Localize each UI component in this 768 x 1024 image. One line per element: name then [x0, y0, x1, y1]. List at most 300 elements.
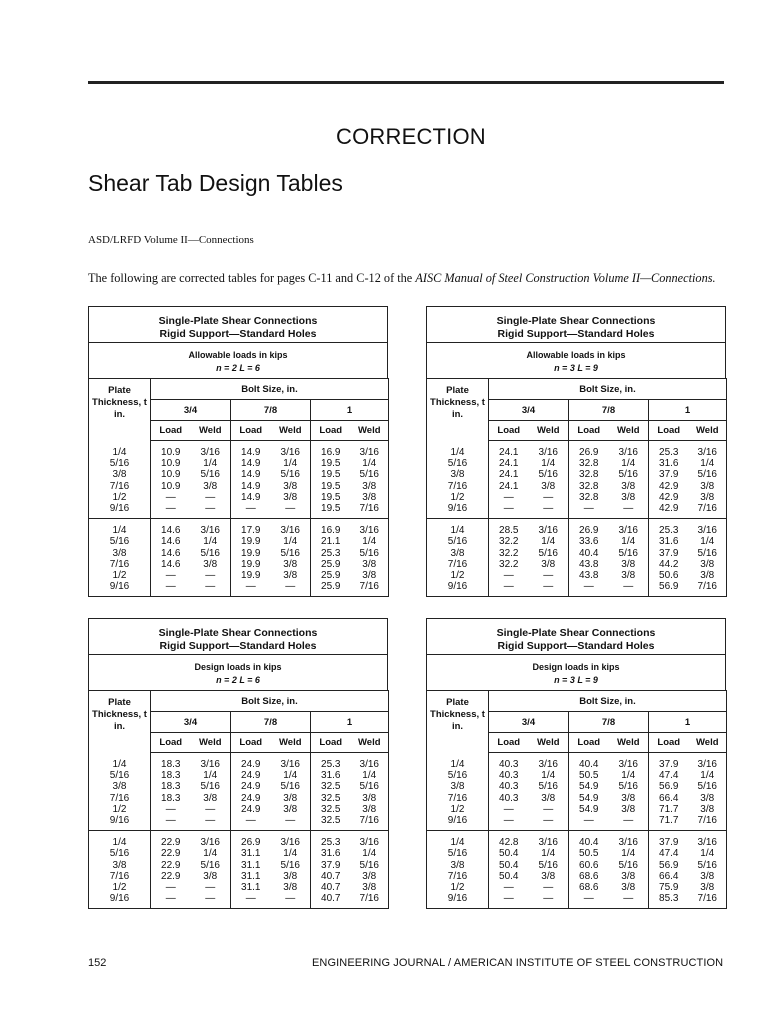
table-row — [427, 893, 727, 909]
table-row — [89, 559, 389, 570]
table-title — [88, 306, 388, 342]
bolt-size-row — [427, 691, 727, 712]
weld-cell: 5/16 — [359, 859, 379, 871]
load-cell: 47.4 — [659, 848, 679, 860]
thickness-cell: 7/16 — [427, 559, 489, 570]
thickness-cell: 1/2 — [89, 882, 151, 893]
load-cell: 25.3 — [321, 759, 341, 771]
weld-cell: 3/8 — [362, 792, 377, 804]
load-cell: 26.9 — [579, 447, 599, 459]
load-cell: 32.5 — [311, 815, 351, 831]
load-cell: 40.3 — [499, 770, 519, 782]
weld-cell: — — [191, 492, 231, 503]
page-number: 152 — [88, 957, 107, 969]
load-cell: — — [569, 581, 609, 597]
plate-thickness-header — [427, 379, 489, 441]
bolt-size-cell: 3/4 — [151, 712, 231, 733]
weld-cell: 5/16 — [529, 469, 569, 480]
table-row — [89, 770, 389, 781]
weld-cell: 7/16 — [689, 893, 727, 909]
weld-cell: 3/8 — [700, 491, 715, 503]
load-cell: — — [231, 893, 271, 909]
table-n-l: n = 2 L = 6 — [216, 675, 260, 685]
thickness-cell: 5/16 — [89, 770, 151, 781]
thickness-cell: 5/16 — [89, 848, 151, 859]
table-row — [89, 492, 389, 503]
thickness-cell: 1/2 — [427, 492, 489, 503]
weld-cell: 3/16 — [529, 831, 569, 849]
weld-cell: 1/4 — [362, 536, 377, 548]
load-cell: 14.9 — [241, 480, 261, 492]
bolt-size-cell: 7/8 — [569, 400, 649, 421]
weld-cell: 7/16 — [689, 581, 727, 597]
table-caption-text: Allowable loads in kips — [188, 350, 288, 360]
table-row — [89, 441, 389, 459]
thickness-cell: 1/2 — [89, 570, 151, 581]
weld-cell: 3/8 — [609, 481, 649, 492]
table-row — [427, 882, 727, 893]
weld-cell: 3/8 — [362, 803, 377, 815]
load-cell: 43.8 — [579, 558, 599, 570]
weld-cell: 5/16 — [697, 859, 717, 871]
load-cell: — — [569, 503, 609, 519]
thickness-cell: 7/16 — [427, 481, 489, 492]
table-row — [89, 781, 389, 792]
weld-cell: 3/16 — [271, 831, 311, 849]
thickness-cell: 7/16 — [89, 793, 151, 804]
weld-header: Weld — [529, 421, 569, 441]
weld-cell: — — [529, 581, 569, 597]
plate-header-line: Plate — [108, 697, 131, 708]
load-cell: 24.9 — [241, 803, 261, 815]
weld-cell: 3/16 — [191, 519, 231, 537]
load-cell: 42.9 — [659, 480, 679, 492]
table-row — [427, 519, 727, 537]
load-cell: — — [165, 491, 176, 503]
load-cell: 32.2 — [499, 558, 519, 570]
table-row — [427, 441, 727, 459]
weld-cell: — — [191, 893, 231, 909]
weld-cell: 3/8 — [700, 569, 715, 581]
thickness-cell: 5/16 — [427, 536, 489, 547]
table-title-line: Rigid Support—Standard Holes — [159, 640, 317, 652]
table-row — [89, 831, 389, 849]
load-cell: 40.3 — [499, 792, 519, 804]
load-header: Load — [569, 733, 609, 753]
load-header: Load — [649, 733, 689, 753]
load-cell: 50.5 — [579, 848, 599, 860]
weld-cell: 1/4 — [609, 458, 649, 469]
load-cell: 68.6 — [579, 881, 599, 893]
load-cell: — — [165, 803, 176, 815]
load-cell: 40.4 — [579, 547, 599, 559]
weld-cell: 3/16 — [359, 759, 379, 771]
weld-cell: 3/16 — [359, 447, 379, 459]
table-row — [89, 753, 389, 771]
weld-cell: 5/16 — [191, 548, 231, 559]
load-cell: 14.9 — [241, 447, 261, 459]
weld-cell: 1/4 — [609, 536, 649, 547]
weld-cell: 3/8 — [362, 558, 377, 570]
load-cell: — — [165, 881, 176, 893]
correction-heading: CORRECTION — [336, 124, 486, 149]
weld-cell: 3/8 — [191, 481, 231, 492]
weld-cell: 1/4 — [271, 770, 311, 781]
thickness-cell: 9/16 — [89, 581, 151, 597]
weld-cell: — — [529, 503, 569, 519]
weld-cell: — — [271, 815, 311, 831]
weld-header: Weld — [351, 733, 389, 753]
load-cell: 24.9 — [241, 770, 261, 782]
weld-cell: 3/8 — [271, 804, 311, 815]
table-title-line: Rigid Support—Standard Holes — [159, 328, 317, 340]
weld-cell: 1/4 — [271, 458, 311, 469]
thickness-cell: 3/8 — [427, 860, 489, 871]
load-cell: — — [489, 581, 529, 597]
load-cell: 10.9 — [161, 458, 181, 470]
load-cell: 31.1 — [241, 881, 261, 893]
load-cell: 18.3 — [161, 792, 181, 804]
table-row — [427, 469, 727, 480]
load-cell: 19.9 — [241, 547, 261, 559]
load-cell: 18.3 — [161, 759, 181, 771]
load-cell: 32.5 — [321, 792, 341, 804]
load-cell: 40.7 — [321, 870, 341, 882]
table-row — [427, 753, 727, 771]
load-header: Load — [569, 421, 609, 441]
intro-paragraph — [88, 271, 716, 286]
weld-cell: 3/8 — [700, 870, 715, 882]
load-cell: 25.3 — [321, 837, 341, 849]
weld-cell: 3/8 — [529, 871, 569, 882]
weld-cell: 3/16 — [271, 519, 311, 537]
weld-header: Weld — [609, 733, 649, 753]
thickness-cell: 7/16 — [89, 871, 151, 882]
load-cell: — — [231, 503, 271, 519]
load-cell: — — [231, 581, 271, 597]
weld-cell: — — [191, 815, 231, 831]
load-cell: 24.9 — [241, 792, 261, 804]
load-cell: 25.3 — [659, 447, 679, 459]
weld-cell: 5/16 — [271, 781, 311, 792]
weld-cell: 3/8 — [609, 570, 649, 581]
load-cell: 56.9 — [659, 859, 679, 871]
weld-cell: 7/16 — [689, 503, 727, 519]
weld-cell: 3/16 — [529, 441, 569, 459]
weld-cell: 3/16 — [697, 447, 717, 459]
load-cell: 47.4 — [659, 770, 679, 782]
load-cell: 14.6 — [161, 525, 181, 537]
load-header: Load — [311, 421, 351, 441]
weld-cell: 1/4 — [529, 458, 569, 469]
table-caption-text: Design loads in kips — [532, 662, 620, 672]
weld-cell: 1/4 — [271, 536, 311, 547]
load-cell: 26.9 — [241, 837, 261, 849]
thickness-cell: 5/16 — [89, 458, 151, 469]
load-cell: — — [489, 815, 529, 831]
weld-cell: 3/8 — [609, 804, 649, 815]
load-cell: — — [503, 881, 514, 893]
weld-cell: — — [271, 503, 311, 519]
load-cell: 25.9 — [321, 569, 341, 581]
load-cell: 28.5 — [499, 525, 519, 537]
weld-cell: — — [609, 815, 649, 831]
weld-cell: 3/8 — [191, 793, 231, 804]
journal-footer: ENGINEERING JOURNAL / AMERICAN INSTITUTE OF STEEL CONSTRUCTION — [312, 957, 724, 969]
load-cell: 42.9 — [649, 503, 689, 519]
bolt-size-cell: 3/4 — [489, 400, 569, 421]
thickness-cell: 9/16 — [427, 893, 489, 909]
weld-cell: 3/8 — [191, 871, 231, 882]
weld-header: Weld — [351, 421, 389, 441]
table-n-l: n = 3 L = 9 — [554, 363, 598, 373]
load-cell: — — [503, 803, 514, 815]
weld-cell: 3/16 — [271, 753, 311, 771]
load-cell: 43.8 — [579, 569, 599, 581]
weld-cell: 5/16 — [697, 469, 717, 481]
table-row — [89, 458, 389, 469]
load-cell: 40.7 — [311, 893, 351, 909]
load-cell: 14.9 — [241, 469, 261, 481]
load-cell: 75.9 — [659, 881, 679, 893]
load-cell: 40.4 — [579, 759, 599, 771]
weld-cell: 3/8 — [700, 881, 715, 893]
load-cell: 56.9 — [649, 581, 689, 597]
table-row — [427, 481, 727, 492]
weld-cell: 3/8 — [271, 793, 311, 804]
load-cell: 24.1 — [499, 458, 519, 470]
weld-cell: — — [271, 581, 311, 597]
load-cell: 14.9 — [241, 491, 261, 503]
load-header: Load — [649, 421, 689, 441]
bolt-size-cell: 1 — [649, 400, 727, 421]
weld-cell: 3/8 — [271, 570, 311, 581]
weld-cell: 1/4 — [191, 458, 231, 469]
table-row — [427, 831, 727, 849]
weld-cell: — — [191, 804, 231, 815]
thickness-cell: 9/16 — [89, 503, 151, 519]
weld-cell: — — [529, 492, 569, 503]
table-row — [89, 469, 389, 480]
load-header: Load — [231, 733, 271, 753]
weld-cell: 1/4 — [529, 848, 569, 859]
table-row — [89, 536, 389, 547]
load-cell: 24.1 — [499, 447, 519, 459]
table-n-l: n = 2 L = 6 — [216, 363, 260, 373]
weld-cell: 3/16 — [697, 837, 717, 849]
weld-cell: 1/4 — [362, 770, 377, 782]
bolt-size-cell: 3/4 — [489, 712, 569, 733]
table-caption-text: Allowable loads in kips — [526, 350, 626, 360]
thickness-cell: 1/4 — [427, 519, 489, 537]
load-cell: 19.5 — [321, 491, 341, 503]
weld-cell: 3/8 — [191, 559, 231, 570]
plate-thickness-header — [427, 691, 489, 753]
weld-cell: — — [609, 581, 649, 597]
load-cell: 26.9 — [579, 525, 599, 537]
load-cell: 37.9 — [321, 859, 341, 871]
table-row — [427, 503, 727, 519]
weld-cell: 5/16 — [271, 860, 311, 871]
bolt-size-cell: 3/4 — [151, 400, 231, 421]
weld-header: Weld — [191, 421, 231, 441]
load-cell: 19.5 — [321, 469, 341, 481]
thickness-cell: 5/16 — [427, 458, 489, 469]
weld-cell: 3/16 — [609, 831, 649, 849]
thickness-cell: 3/8 — [427, 781, 489, 792]
weld-cell: 3/8 — [609, 871, 649, 882]
weld-cell: 5/16 — [609, 860, 649, 871]
table-title-line: Single-Plate Shear Connections — [158, 627, 318, 639]
plate-header-line: Plate — [446, 697, 469, 708]
load-cell: 22.9 — [161, 870, 181, 882]
load-table — [426, 690, 727, 909]
weld-cell: 7/16 — [351, 503, 389, 519]
weld-header: Weld — [689, 421, 727, 441]
plate-header-line: Plate — [446, 385, 469, 396]
load-cell: 60.6 — [579, 859, 599, 871]
load-cell: — — [569, 893, 609, 909]
load-cell: 19.5 — [311, 503, 351, 519]
weld-cell: 1/4 — [529, 770, 569, 781]
load-cell: 10.9 — [161, 447, 181, 459]
weld-cell: 5/16 — [191, 469, 231, 480]
table-caption-text: Design loads in kips — [194, 662, 282, 672]
weld-cell: 7/16 — [351, 815, 389, 831]
load-cell: 37.9 — [659, 469, 679, 481]
bolt-size-header: Bolt Size, in. — [489, 691, 727, 712]
load-cell: 14.6 — [161, 558, 181, 570]
load-cell: — — [503, 569, 514, 581]
load-cell: 31.6 — [659, 536, 679, 548]
weld-cell: 3/16 — [191, 753, 231, 771]
table-row — [89, 570, 389, 581]
load-cell: 66.4 — [659, 792, 679, 804]
thickness-cell: 1/4 — [89, 831, 151, 849]
weld-cell: 3/16 — [359, 525, 379, 537]
load-cell: 25.9 — [321, 558, 341, 570]
weld-cell: — — [191, 570, 231, 581]
load-cell: 24.1 — [499, 469, 519, 481]
weld-cell: 3/8 — [362, 569, 377, 581]
weld-cell: 5/16 — [529, 781, 569, 792]
load-cell: 32.5 — [321, 781, 341, 793]
load-cell: 14.6 — [161, 536, 181, 548]
load-cell: 56.9 — [659, 781, 679, 793]
thickness-cell: 1/2 — [427, 882, 489, 893]
bolt-size-cell: 1 — [649, 712, 727, 733]
weld-cell: — — [529, 815, 569, 831]
table-row — [427, 804, 727, 815]
weld-cell: — — [609, 893, 649, 909]
table-row — [427, 871, 727, 882]
load-cell: 32.2 — [499, 536, 519, 548]
thickness-cell: 1/2 — [89, 492, 151, 503]
weld-cell: 3/8 — [362, 870, 377, 882]
load-cell: 44.2 — [659, 558, 679, 570]
weld-cell: 1/4 — [362, 458, 377, 470]
load-cell: 25.3 — [659, 525, 679, 537]
load-cell: 50.5 — [579, 770, 599, 782]
load-cell: 31.1 — [241, 848, 261, 860]
load-cell: 32.8 — [579, 458, 599, 470]
table-title-line: Single-Plate Shear Connections — [496, 315, 656, 327]
weld-cell: 1/4 — [700, 536, 715, 548]
thickness-cell: 7/16 — [427, 793, 489, 804]
weld-cell: — — [609, 503, 649, 519]
thickness-cell: 1/2 — [427, 804, 489, 815]
weld-cell: 1/4 — [191, 770, 231, 781]
plate-header-line: Thickness, t — [92, 397, 147, 408]
weld-cell: — — [529, 804, 569, 815]
weld-cell: 7/16 — [689, 815, 727, 831]
plate-thickness-header — [89, 379, 151, 441]
load-header: Load — [489, 733, 529, 753]
bolt-size-row — [89, 379, 389, 400]
weld-cell: 5/16 — [529, 860, 569, 871]
page-title: Shear Tab Design Tables — [88, 170, 343, 196]
plate-header-line: Plate — [108, 385, 131, 396]
weld-cell: 7/16 — [351, 581, 389, 597]
thickness-cell: 9/16 — [427, 815, 489, 831]
load-cell: 31.6 — [659, 458, 679, 470]
load-cell: 31.1 — [241, 870, 261, 882]
bolt-size-cell: 7/8 — [569, 712, 649, 733]
thickness-cell: 7/16 — [427, 871, 489, 882]
thickness-cell: 3/8 — [89, 781, 151, 792]
weld-cell: 3/16 — [529, 753, 569, 771]
weld-cell: 3/16 — [359, 837, 379, 849]
table-row — [427, 492, 727, 503]
weld-cell: — — [191, 581, 231, 597]
load-cell: 68.6 — [579, 870, 599, 882]
load-cell: 40.4 — [579, 837, 599, 849]
load-cell: 18.3 — [161, 781, 181, 793]
weld-cell: 3/8 — [362, 480, 377, 492]
weld-cell: 5/16 — [529, 548, 569, 559]
thickness-cell: 1/4 — [427, 753, 489, 771]
table-row — [427, 570, 727, 581]
table-row — [89, 848, 389, 859]
load-cell: 10.9 — [161, 480, 181, 492]
weld-cell: 3/16 — [529, 519, 569, 537]
weld-cell: 3/8 — [529, 481, 569, 492]
bolt-size-header: Bolt Size, in. — [151, 691, 389, 712]
weld-cell: 3/8 — [700, 558, 715, 570]
weld-cell: 3/16 — [191, 831, 231, 849]
table-n-l: n = 3 L = 9 — [554, 675, 598, 685]
intro-text: The following are corrected tables for pages C-11 and C-12 of the — [88, 271, 416, 285]
table-row — [89, 893, 389, 909]
load-table — [88, 690, 389, 909]
weld-cell: 5/16 — [609, 781, 649, 792]
load-cell: 25.3 — [321, 547, 341, 559]
weld-cell: — — [191, 882, 231, 893]
table-row — [89, 882, 389, 893]
thickness-cell: 9/16 — [427, 581, 489, 597]
load-cell: — — [151, 503, 191, 519]
weld-cell: 5/16 — [359, 781, 379, 793]
load-header: Load — [489, 421, 529, 441]
table-row — [427, 848, 727, 859]
weld-cell: 5/16 — [359, 547, 379, 559]
table-row — [89, 815, 389, 831]
load-cell: 33.6 — [579, 536, 599, 548]
table-title — [88, 618, 388, 654]
load-cell: 24.1 — [499, 480, 519, 492]
thickness-cell: 1/4 — [89, 519, 151, 537]
load-table — [426, 378, 727, 597]
